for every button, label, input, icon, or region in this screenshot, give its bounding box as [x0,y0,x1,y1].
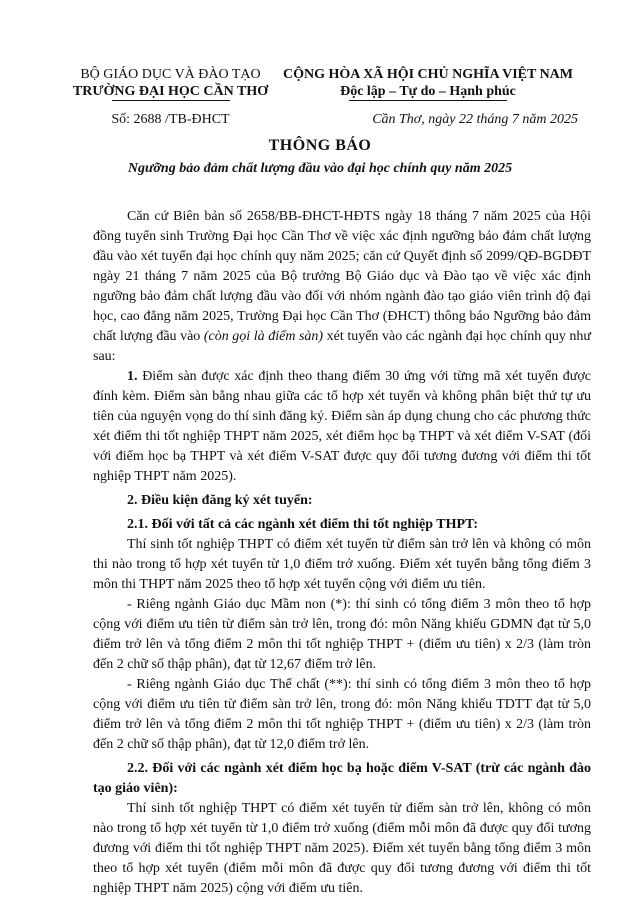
document-subtitle: Ngưỡng bảo đảm chất lượng đầu vào đại học chính quy năm 2025 [127,161,513,176]
section-2-2-paragraph-1: Thí sinh tốt nghiệp THPT có điểm xét tuyển từ điểm sàn trở lên, không có môn nào trong tổ hợp xét tuyển từ 1,0 điểm trở xuống (điểm mỗi môn đã được quy đổi tương đương với điểm thi tốt nghiệp THPT năm 2025). Điểm xét tuyển bằng tổng điểm 3 môn theo tổ hợp xét tuyển (điểm mỗi môn đã được quy đổi tương đương với điểm thi tốt nghiệp THPT năm 2025) cộng với điểm ưu tiên. [93,801,591,896]
issuer-underline [112,100,230,101]
section-1-number: 1. [127,369,138,384]
section-2-1-paragraph-1: Thí sinh tốt nghiệp THPT có điểm xét tuyển từ điểm sàn trở lên và không có môn thi nào trong tổ hợp xét tuyển từ 1,0 điểm trở xuống. Điểm xét tuyển bằng tổng điểm 3 môn thi THPT năm 2025 theo tổ hợp xét tuyển cộng với điểm ưu tiên. [93,537,591,592]
section-2-2-heading: 2.2. Đối với các ngành xét điểm học bạ hoặc điểm V-SAT (trừ các ngành đào tạo giáo viên): [93,761,591,796]
intro-paragraph: Căn cứ Biên bản số 2658/BB-ĐHCT-HĐTS ngày 18 tháng 7 năm 2025 của Hội đồng tuyển sinh Trường Đại học Cần Thơ về việc xác định ngưỡng bảo đảm chất lượng đầu vào xét tuyển đại học chính quy năm 2025; căn cứ Quyết định số 2099/QĐ-BGDĐT ngày 21 tháng 7 năm 2025 của Bộ trưởng Bộ Giáo dục và Đào tạo về việc xác định ngưỡng bảo đảm chất lượng đầu vào đối với nhóm ngành đào tạo giáo viên trình độ đại học, cao đẳng năm 2025, Trường Đại học Cần Thơ (ĐHCT) thông báo Ngưỡng bảo đảm chất lượng đầu vào (còn gọi là điểm sàn) xét tuyển vào các ngành đại học chính quy như sau: [93,209,591,364]
section-2-1-paragraph-2: - Riêng ngành Giáo dục Mầm non (*): thí sinh có tổng điểm 3 môn theo tổ hợp cộng với điểm ưu tiên từ điểm sàn trở lên, trong đó: môn Năng khiếu GDMN đạt từ 5,0 điểm trở lên và tổng điểm 2 môn thi tốt nghiệp THPT + (điểm ưu tiên) x 2/3 (làm tròn đến 2 chữ số thập phân), đạt từ 12,67 điểm trở lên. [93,597,591,672]
university-name: TRƯỜNG ĐẠI HỌC CẦN THƠ [72,84,269,99]
motto-underline [349,100,507,101]
section-1-paragraph: 1. Điểm sàn được xác định theo thang điểm 30 ứng với từng mã xét tuyển được đính kèm. Điểm sàn bằng nhau giữa các tổ hợp xét tuyển và không phân biệt thứ tự ưu tiên của nguyện vọng do thí sinh đăng ký. Điểm sàn áp dụng chung cho các phương thức xét điểm thi tốt nghiệp THPT năm 2025, xét điểm học bạ THPT và xét điểm V-SAT (đối với điểm học bạ THPT và xét điểm V-SAT được quy đổi tương đương với điểm thi tốt nghiệp THPT năm 2025). [93,369,591,484]
country-name: CỘNG HÒA XÃ HỘI CHỦ NGHĨA VIỆT NAM [282,67,573,82]
national-motto: Độc lập – Tự do – Hạnh phúc [340,84,516,99]
document-title: THÔNG BÁO [268,137,372,154]
section-2-1-paragraph-3: - Riêng ngành Giáo dục Thể chất (**): thí sinh có tổng điểm 3 môn theo tổ hợp cộng với điểm ưu tiên từ điểm sàn trở lên, trong đó: môn Năng khiếu TDTT đạt từ 5,0 điểm trở lên và tổng điểm 2 môn thi tốt nghiệp THPT + (điểm ưu tiên) x 2/3 (làm tròn đến 2 chữ số thập phân), đạt từ 12,0 điểm trở lên. [93,677,591,752]
place-date: Cần Thơ, ngày 22 tháng 7 năm 2025 [372,112,578,127]
national-motto-block [278,66,578,101]
document-number: Số: 2688 /TB-ĐHCT [111,112,230,127]
section-2-heading: 2. Điều kiện đăng ký xét tuyển: [127,493,313,508]
document-body [93,207,591,899]
ministry-name: BỘ GIÁO DỤC VÀ ĐÀO TẠO [80,67,261,82]
section-2-1-heading: 2.1. Đối với tất cả các ngành xét điểm thi tốt nghiệp THPT: [127,517,479,532]
intro-italic-note: (còn gọi là điểm sàn) [203,329,324,344]
issuer-block [58,66,283,101]
